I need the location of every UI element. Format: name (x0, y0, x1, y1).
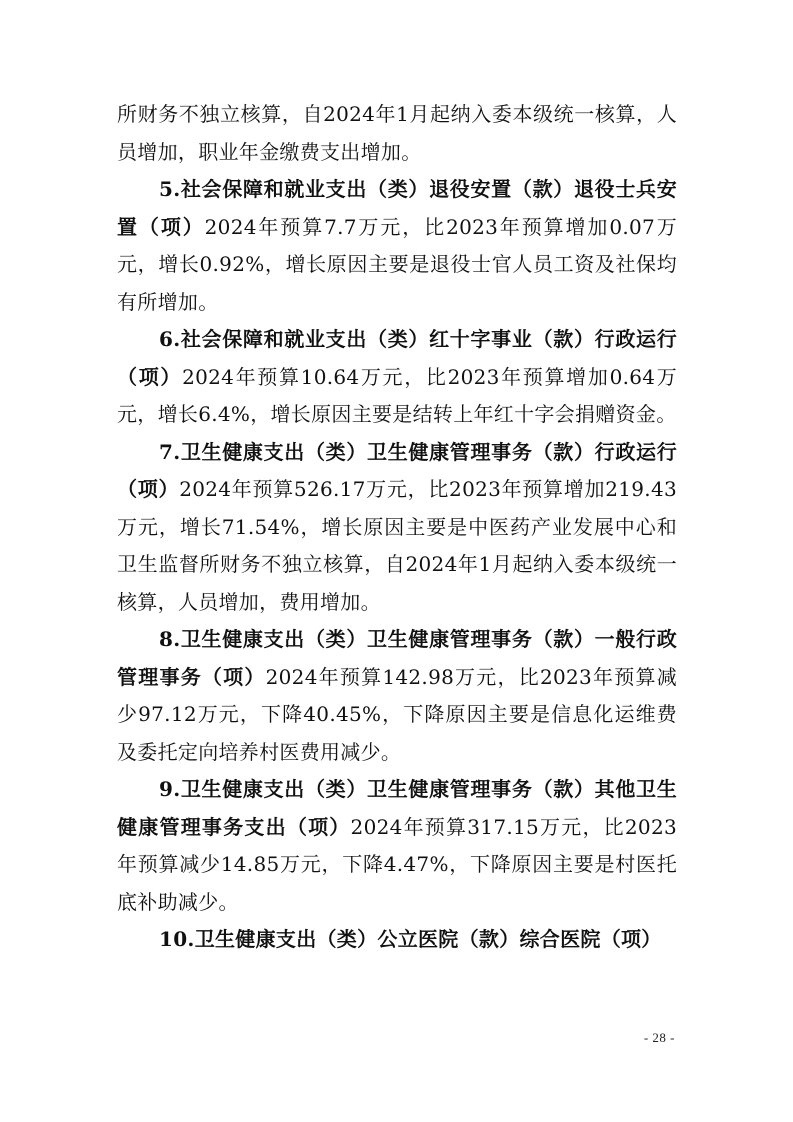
document-body (117, 96, 677, 959)
paragraph-text: 2024年预算7.7万元，比2023年预算增加0.07万元，增长0.92%，增长原因主要是退役士官人员工资及社保均有所增加。 (117, 214, 677, 314)
paragraph-item-8 (117, 621, 677, 771)
paragraph-heading: 5.社会保障和就业支出（类）退役安置（款）退役士兵安置（项） (117, 177, 677, 239)
paragraph-item-5 (117, 171, 677, 321)
paragraph-item-6 (117, 321, 677, 434)
paragraph-text: 2024年预算142.98万元，比2023年预算减少97.12万元，下降40.45%，下降原因主要是信息化运维费及委托定向培养村医费用减少。 (117, 664, 677, 764)
paragraph-heading: 10.卫生健康支出（类）公立医院（款）综合医院（项） (159, 927, 662, 951)
page-number: - 28 - (643, 1030, 675, 1045)
paragraph-item-9 (117, 771, 677, 921)
paragraph-continuation (117, 96, 677, 171)
paragraph-item-10 (117, 921, 677, 959)
paragraph-text: 所财务不独立核算，自2024年1月起纳入委本级统一核算，人员增加，职业年金缴费支出增加。 (117, 102, 677, 164)
paragraph-heading: 6.社会保障和就业支出（类）红十字事业（款）行政运行（项） (117, 327, 677, 389)
paragraph-text: 2024年预算10.64万元，比2023年预算增加0.64万元，增长6.4%，增长原因主要是结转上年红十字会捐赠资金。 (117, 364, 677, 426)
paragraph-text: 2024年预算317.15万元，比2023年预算减少14.85万元，下降4.47%，下降原因主要是村医托底补助减少。 (117, 814, 677, 914)
paragraph-text: 2024年预算526.17万元，比2023年预算增加219.43万元，增长71.54%，增长原因主要是中医药产业发展中心和卫生监督所财务不独立核算，自2024年1月起纳入委本级统一核算，人员增加，费用增加。 (117, 477, 678, 614)
paragraph-heading: 8.卫生健康支出（类）卫生健康管理事务（款）一般行政管理事务（项） (117, 627, 677, 689)
paragraph-item-7 (117, 434, 677, 622)
paragraph-heading: 7.卫生健康支出（类）卫生健康管理事务（款）行政运行（项） (117, 439, 677, 501)
paragraph-heading: 9.卫生健康支出（类）卫生健康管理事务（款）其他卫生健康管理事务支出（项） (117, 777, 677, 839)
